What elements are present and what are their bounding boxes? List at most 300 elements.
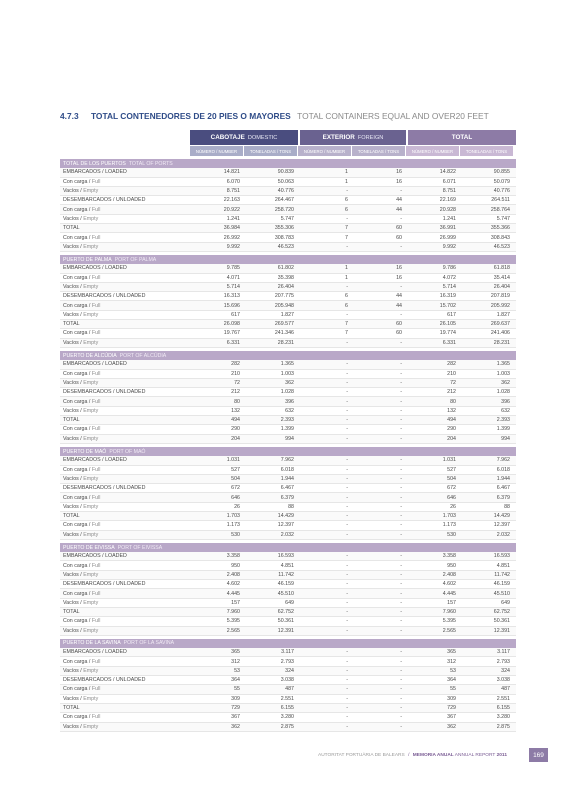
value-cell: - bbox=[400, 667, 402, 674]
table-row bbox=[60, 379, 516, 388]
value-cell: - bbox=[346, 658, 348, 665]
value-cell: 396 bbox=[285, 398, 294, 405]
value-cell: 22.163 bbox=[223, 197, 240, 204]
value-cell: 46.159 bbox=[277, 581, 294, 588]
row-label-es: Vacíos / bbox=[63, 243, 84, 250]
table-row bbox=[60, 329, 516, 338]
value-cell: 7 bbox=[345, 234, 348, 241]
row-label bbox=[60, 696, 190, 702]
value-cell: 672 bbox=[231, 485, 240, 492]
value-cell: 617 bbox=[231, 311, 240, 318]
section-header bbox=[60, 543, 516, 552]
value-cell: 7.962 bbox=[496, 457, 510, 464]
row-label-en: Empty bbox=[83, 571, 99, 578]
value-cell: - bbox=[400, 466, 402, 473]
row-label bbox=[60, 303, 190, 309]
value-cell: 290 bbox=[447, 426, 456, 433]
section-rows bbox=[60, 264, 516, 348]
value-cell: - bbox=[346, 723, 348, 730]
group-foreign-es: EXTERIOR bbox=[322, 134, 355, 141]
value-cell: 35.398 bbox=[277, 274, 294, 281]
value-cell: 530 bbox=[231, 531, 240, 538]
row-label bbox=[60, 609, 190, 615]
row-label-en: Empty bbox=[83, 723, 99, 730]
row-label-es: Con carga / bbox=[63, 330, 92, 337]
value-cell: 7.960 bbox=[442, 609, 456, 616]
row-label-es: Vacíos / bbox=[63, 379, 84, 386]
value-cell: - bbox=[346, 705, 348, 712]
section-title-en: PORT OF MAÓ bbox=[109, 448, 146, 455]
value-cell: 1.399 bbox=[496, 426, 510, 433]
value-cell: - bbox=[400, 370, 402, 377]
row-label bbox=[60, 361, 190, 367]
row-label-es: Con carga / bbox=[63, 398, 92, 405]
value-cell: 1.399 bbox=[280, 426, 294, 433]
row-label-en: Full bbox=[91, 302, 101, 309]
group-foreign bbox=[300, 130, 406, 145]
row-label-en: Full bbox=[91, 466, 101, 473]
value-cell: 729 bbox=[231, 705, 240, 712]
table-row bbox=[60, 627, 516, 636]
row-label bbox=[60, 399, 190, 405]
row-label-es: EMBARCADOS / LOADED bbox=[63, 169, 127, 176]
footer-report-en: ANNUAL REPORT bbox=[454, 753, 496, 758]
value-cell: 5.395 bbox=[442, 618, 456, 625]
value-cell: 207.819 bbox=[490, 293, 510, 300]
row-label-en: Empty bbox=[83, 284, 99, 290]
row-label-es: Vacíos / bbox=[63, 723, 84, 730]
table-row bbox=[60, 503, 516, 512]
value-cell: - bbox=[400, 571, 402, 578]
value-cell: 4.071 bbox=[226, 274, 240, 281]
value-cell: 3.280 bbox=[496, 714, 510, 721]
table-row bbox=[60, 388, 516, 397]
value-cell: - bbox=[346, 618, 348, 625]
row-label-es: Vacíos / bbox=[63, 667, 84, 674]
section-title-es: PUERTO DE EIVISSA bbox=[63, 544, 115, 551]
table-row bbox=[60, 283, 516, 292]
value-cell: - bbox=[400, 649, 402, 656]
value-cell: 60 bbox=[396, 330, 402, 337]
port-section bbox=[60, 447, 516, 540]
value-cell: - bbox=[346, 667, 348, 674]
row-label bbox=[60, 600, 190, 606]
row-label-es: DESEMBARCADOS / UNLOADED bbox=[63, 197, 146, 204]
value-cell: 1.241 bbox=[442, 215, 456, 222]
table-row bbox=[60, 657, 516, 666]
value-cell: 324 bbox=[285, 667, 294, 674]
value-cell: 50.063 bbox=[277, 178, 294, 185]
value-cell: - bbox=[400, 599, 402, 606]
value-cell: 46.159 bbox=[493, 581, 510, 588]
value-cell: - bbox=[346, 485, 348, 492]
value-cell: - bbox=[400, 215, 402, 222]
value-cell: - bbox=[400, 627, 402, 634]
row-label-es: Con carga / bbox=[63, 686, 92, 693]
footer-org: AUTORITAT PORTUÀRIA DE BALEARS bbox=[318, 753, 405, 758]
value-cell: 50.079 bbox=[493, 178, 510, 185]
row-label bbox=[60, 380, 190, 386]
value-cell: 994 bbox=[285, 435, 294, 442]
row-label-en: Full bbox=[91, 658, 101, 665]
row-label-es: Con carga / bbox=[63, 178, 92, 185]
table-row bbox=[60, 243, 516, 252]
value-cell: 16 bbox=[396, 274, 402, 281]
row-label bbox=[60, 408, 190, 414]
section-title-es: PUERTO DE MAÓ bbox=[63, 448, 107, 455]
value-cell: - bbox=[400, 457, 402, 464]
value-cell: - bbox=[400, 714, 402, 721]
row-label bbox=[60, 225, 190, 231]
value-cell: 204 bbox=[447, 435, 456, 442]
table-row bbox=[60, 713, 516, 722]
row-label-es: Vacíos / bbox=[63, 475, 84, 482]
value-cell: 12.391 bbox=[277, 627, 294, 634]
table-row bbox=[60, 552, 516, 561]
value-cell: 950 bbox=[231, 562, 240, 569]
table-row bbox=[60, 589, 516, 598]
row-label-es: DESEMBARCADOS / UNLOADED bbox=[63, 677, 146, 684]
row-label-es: Vacíos / bbox=[63, 599, 84, 606]
row-label-es: Con carga / bbox=[63, 714, 92, 721]
value-cell: - bbox=[346, 417, 348, 424]
value-cell: 632 bbox=[501, 407, 510, 414]
value-cell: - bbox=[346, 590, 348, 597]
value-cell: 1.031 bbox=[442, 457, 456, 464]
section-title-en: PORT OF EIVISSA bbox=[117, 544, 163, 551]
value-cell: - bbox=[400, 522, 402, 529]
value-cell: 355.306 bbox=[274, 225, 294, 232]
value-cell: 1.703 bbox=[442, 513, 456, 520]
value-cell: 20.922 bbox=[223, 206, 240, 213]
value-cell: 7 bbox=[345, 330, 348, 337]
value-cell: 36.984 bbox=[223, 225, 240, 232]
value-cell: 672 bbox=[447, 485, 456, 492]
value-cell: 4.602 bbox=[226, 581, 240, 588]
value-cell: 6 bbox=[345, 302, 348, 309]
value-cell: 4.445 bbox=[226, 590, 240, 597]
value-cell: 1.365 bbox=[496, 361, 510, 368]
value-cell: 16.593 bbox=[493, 553, 510, 560]
table-row bbox=[60, 320, 516, 329]
row-label-es: Vacíos / bbox=[63, 188, 84, 195]
value-cell: - bbox=[400, 531, 402, 538]
row-label bbox=[60, 188, 190, 194]
value-cell: - bbox=[400, 398, 402, 405]
value-cell: 16.593 bbox=[277, 553, 294, 560]
value-cell: 132 bbox=[447, 407, 456, 414]
row-label bbox=[60, 293, 190, 299]
value-cell: 62.752 bbox=[493, 609, 510, 616]
value-cell: - bbox=[400, 705, 402, 712]
row-label-es: Con carga / bbox=[63, 590, 92, 597]
value-cell: 3.358 bbox=[442, 553, 456, 560]
value-cell: 9.992 bbox=[226, 243, 240, 250]
value-cell: 282 bbox=[231, 361, 240, 368]
row-label bbox=[60, 714, 190, 720]
value-cell: - bbox=[400, 361, 402, 368]
value-cell: 308.783 bbox=[274, 234, 294, 241]
section-number: 4.7.3 bbox=[60, 111, 79, 121]
value-cell: 8.751 bbox=[442, 188, 456, 195]
value-cell: 3.358 bbox=[226, 553, 240, 560]
table-row bbox=[60, 475, 516, 484]
value-cell: 60 bbox=[396, 225, 402, 232]
table-row bbox=[60, 704, 516, 713]
value-cell: 14.821 bbox=[223, 169, 240, 176]
value-cell: 61.802 bbox=[277, 265, 294, 272]
row-label-es: Con carga / bbox=[63, 426, 92, 433]
port-section bbox=[60, 159, 516, 252]
value-cell: 367 bbox=[447, 714, 456, 721]
value-cell: 60 bbox=[396, 321, 402, 328]
value-cell: 282 bbox=[447, 361, 456, 368]
port-section bbox=[60, 351, 516, 444]
value-cell: - bbox=[346, 714, 348, 721]
row-label bbox=[60, 485, 190, 491]
row-label-en: Empty bbox=[83, 627, 99, 634]
section-header bbox=[60, 159, 516, 168]
value-cell: 6.379 bbox=[280, 494, 294, 501]
section-rows bbox=[60, 456, 516, 540]
value-cell: 1.241 bbox=[226, 215, 240, 222]
table-row bbox=[60, 695, 516, 704]
table-row bbox=[60, 178, 516, 187]
row-label-en: Empty bbox=[83, 531, 99, 538]
value-cell: 4.445 bbox=[442, 590, 456, 597]
value-cell: - bbox=[346, 370, 348, 377]
value-cell: - bbox=[400, 485, 402, 492]
section-header bbox=[60, 447, 516, 456]
row-label-en: Full bbox=[91, 426, 101, 433]
value-cell: - bbox=[400, 581, 402, 588]
section-header bbox=[60, 351, 516, 360]
section-rows bbox=[60, 360, 516, 444]
value-cell: 312 bbox=[447, 658, 456, 665]
value-cell: - bbox=[400, 243, 402, 250]
value-cell: 290 bbox=[231, 426, 240, 433]
section-rows bbox=[60, 552, 516, 636]
value-cell: 729 bbox=[447, 705, 456, 712]
table-row bbox=[60, 205, 516, 214]
row-label bbox=[60, 513, 190, 519]
table-row bbox=[60, 561, 516, 570]
row-label bbox=[60, 686, 190, 692]
value-cell: 28.231 bbox=[277, 339, 294, 346]
value-cell: - bbox=[346, 599, 348, 606]
row-label-es: TOTAL bbox=[63, 513, 80, 520]
value-cell: - bbox=[400, 513, 402, 520]
value-cell: 212 bbox=[231, 389, 240, 396]
row-label-es: Con carga / bbox=[63, 206, 92, 213]
row-label bbox=[60, 563, 190, 569]
row-label-es: Vacíos / bbox=[63, 695, 84, 702]
value-cell: 2.408 bbox=[442, 571, 456, 578]
value-cell: 4.072 bbox=[442, 274, 456, 281]
value-cell: 50.361 bbox=[277, 618, 294, 625]
value-cell: 4.851 bbox=[280, 562, 294, 569]
table-row bbox=[60, 224, 516, 233]
value-cell: 4.602 bbox=[442, 581, 456, 588]
value-cell: - bbox=[400, 503, 402, 510]
value-cell: 2.551 bbox=[496, 695, 510, 702]
row-label bbox=[60, 389, 190, 395]
value-cell: - bbox=[400, 658, 402, 665]
value-cell: 6 bbox=[345, 293, 348, 300]
value-cell: 1.944 bbox=[496, 475, 510, 482]
row-label-en: Empty bbox=[83, 435, 99, 442]
table-row bbox=[60, 416, 516, 425]
footer-separator: / bbox=[408, 753, 410, 758]
page-footer bbox=[318, 753, 507, 758]
table-row bbox=[60, 599, 516, 608]
section-title-es: PUERTO DE ALCÚDIA bbox=[63, 352, 117, 359]
value-cell: - bbox=[346, 513, 348, 520]
value-cell: 205.992 bbox=[490, 302, 510, 309]
table-row bbox=[60, 676, 516, 685]
row-label bbox=[60, 532, 190, 538]
section-title-en: PORT OF PALMA bbox=[114, 256, 157, 263]
table-row bbox=[60, 512, 516, 521]
value-cell: 324 bbox=[501, 667, 510, 674]
value-cell: 132 bbox=[231, 407, 240, 414]
row-label-es: DESEMBARCADOS / UNLOADED bbox=[63, 293, 146, 300]
row-label-en: Empty bbox=[83, 243, 99, 250]
section-title-es: PUERTO DE PALMA bbox=[63, 256, 112, 263]
row-label-en: Empty bbox=[83, 311, 99, 318]
value-cell: 2.032 bbox=[496, 531, 510, 538]
table-row bbox=[60, 233, 516, 242]
value-cell: 3.038 bbox=[496, 677, 510, 684]
value-cell: 269.637 bbox=[490, 321, 510, 328]
value-cell: - bbox=[400, 417, 402, 424]
value-cell: 15.702 bbox=[439, 302, 456, 309]
row-label-en: Full bbox=[91, 330, 101, 337]
value-cell: - bbox=[400, 695, 402, 702]
value-cell: 1.173 bbox=[226, 522, 240, 529]
value-cell: 1.827 bbox=[496, 311, 510, 318]
row-label-es: EMBARCADOS / LOADED bbox=[63, 649, 127, 656]
value-cell: 530 bbox=[447, 531, 456, 538]
table-row bbox=[60, 493, 516, 502]
value-cell: - bbox=[400, 723, 402, 730]
value-cell: 362 bbox=[447, 723, 456, 730]
row-label bbox=[60, 504, 190, 510]
value-cell: 4.851 bbox=[496, 562, 510, 569]
value-cell: 309 bbox=[231, 695, 240, 702]
section-rows bbox=[60, 648, 516, 732]
value-cell: - bbox=[346, 503, 348, 510]
value-cell: 212 bbox=[447, 389, 456, 396]
section-title-en: PORT OF ALCÚDIA bbox=[119, 352, 167, 359]
value-cell: 26.404 bbox=[277, 284, 294, 290]
row-label bbox=[60, 724, 190, 730]
row-label-es: EMBARCADOS / LOADED bbox=[63, 553, 127, 560]
value-cell: - bbox=[346, 475, 348, 482]
value-cell: 1 bbox=[345, 178, 348, 185]
value-cell: 487 bbox=[501, 686, 510, 693]
value-cell: - bbox=[346, 188, 348, 195]
value-cell: - bbox=[346, 531, 348, 538]
value-cell: 2.565 bbox=[226, 627, 240, 634]
value-cell: 45.510 bbox=[493, 590, 510, 597]
value-cell: 35.414 bbox=[493, 274, 510, 281]
value-cell: 367 bbox=[231, 714, 240, 721]
value-cell: 88 bbox=[504, 503, 510, 510]
value-cell: - bbox=[346, 215, 348, 222]
value-cell: 7.962 bbox=[280, 457, 294, 464]
value-cell: 9.785 bbox=[226, 265, 240, 272]
row-label-es: Con carga / bbox=[63, 618, 92, 625]
value-cell: 26.992 bbox=[223, 234, 240, 241]
value-cell: 1.028 bbox=[496, 389, 510, 396]
value-cell: 26.098 bbox=[223, 321, 240, 328]
row-label-es: TOTAL bbox=[63, 225, 80, 232]
value-cell: 14.429 bbox=[277, 513, 294, 520]
value-cell: 28.231 bbox=[493, 339, 510, 346]
row-label bbox=[60, 321, 190, 327]
value-cell: 241.346 bbox=[274, 330, 294, 337]
value-cell: - bbox=[400, 407, 402, 414]
value-cell: 2.565 bbox=[442, 627, 456, 634]
table-row bbox=[60, 685, 516, 694]
value-cell: 309 bbox=[447, 695, 456, 702]
value-cell: 16.319 bbox=[439, 293, 456, 300]
value-cell: 72 bbox=[234, 379, 240, 386]
row-label bbox=[60, 179, 190, 185]
value-cell: - bbox=[346, 361, 348, 368]
value-cell: 355.366 bbox=[490, 225, 510, 232]
value-cell: 6.018 bbox=[496, 466, 510, 473]
subheader-cell: TONELADAS / TONS bbox=[244, 146, 298, 156]
value-cell: 5.714 bbox=[442, 284, 456, 290]
value-cell: 1.827 bbox=[280, 311, 294, 318]
value-cell: 15.696 bbox=[223, 302, 240, 309]
table-row bbox=[60, 397, 516, 406]
table-row bbox=[60, 571, 516, 580]
row-label-en: Full bbox=[91, 206, 101, 213]
value-cell: 12.397 bbox=[493, 522, 510, 529]
value-cell: - bbox=[346, 686, 348, 693]
table-row bbox=[60, 580, 516, 589]
row-label bbox=[60, 169, 190, 175]
value-cell: - bbox=[346, 407, 348, 414]
subheader-cell: TONELADAS / TONS bbox=[460, 146, 514, 156]
value-cell: 55 bbox=[450, 686, 456, 693]
value-cell: 88 bbox=[288, 503, 294, 510]
row-label-en: Full bbox=[91, 178, 101, 185]
value-cell: 26.999 bbox=[439, 234, 456, 241]
row-label-es: Vacíos / bbox=[63, 407, 84, 414]
row-label-es: Vacíos / bbox=[63, 284, 84, 290]
value-cell: 204 bbox=[231, 435, 240, 442]
value-cell: - bbox=[346, 695, 348, 702]
subheader-row bbox=[190, 146, 516, 156]
value-cell: 90.855 bbox=[493, 169, 510, 176]
value-cell: - bbox=[400, 677, 402, 684]
group-domestic-es: CABOTAJE bbox=[210, 134, 245, 141]
value-cell: 312 bbox=[231, 658, 240, 665]
value-cell: 26 bbox=[450, 503, 456, 510]
value-cell: 12.391 bbox=[493, 627, 510, 634]
table-row bbox=[60, 264, 516, 273]
group-header-row bbox=[190, 130, 516, 145]
value-cell: 364 bbox=[447, 677, 456, 684]
section-rows bbox=[60, 168, 516, 252]
containers-table bbox=[60, 130, 516, 732]
row-label-es: Vacíos / bbox=[63, 339, 84, 346]
value-cell: 44 bbox=[396, 293, 402, 300]
